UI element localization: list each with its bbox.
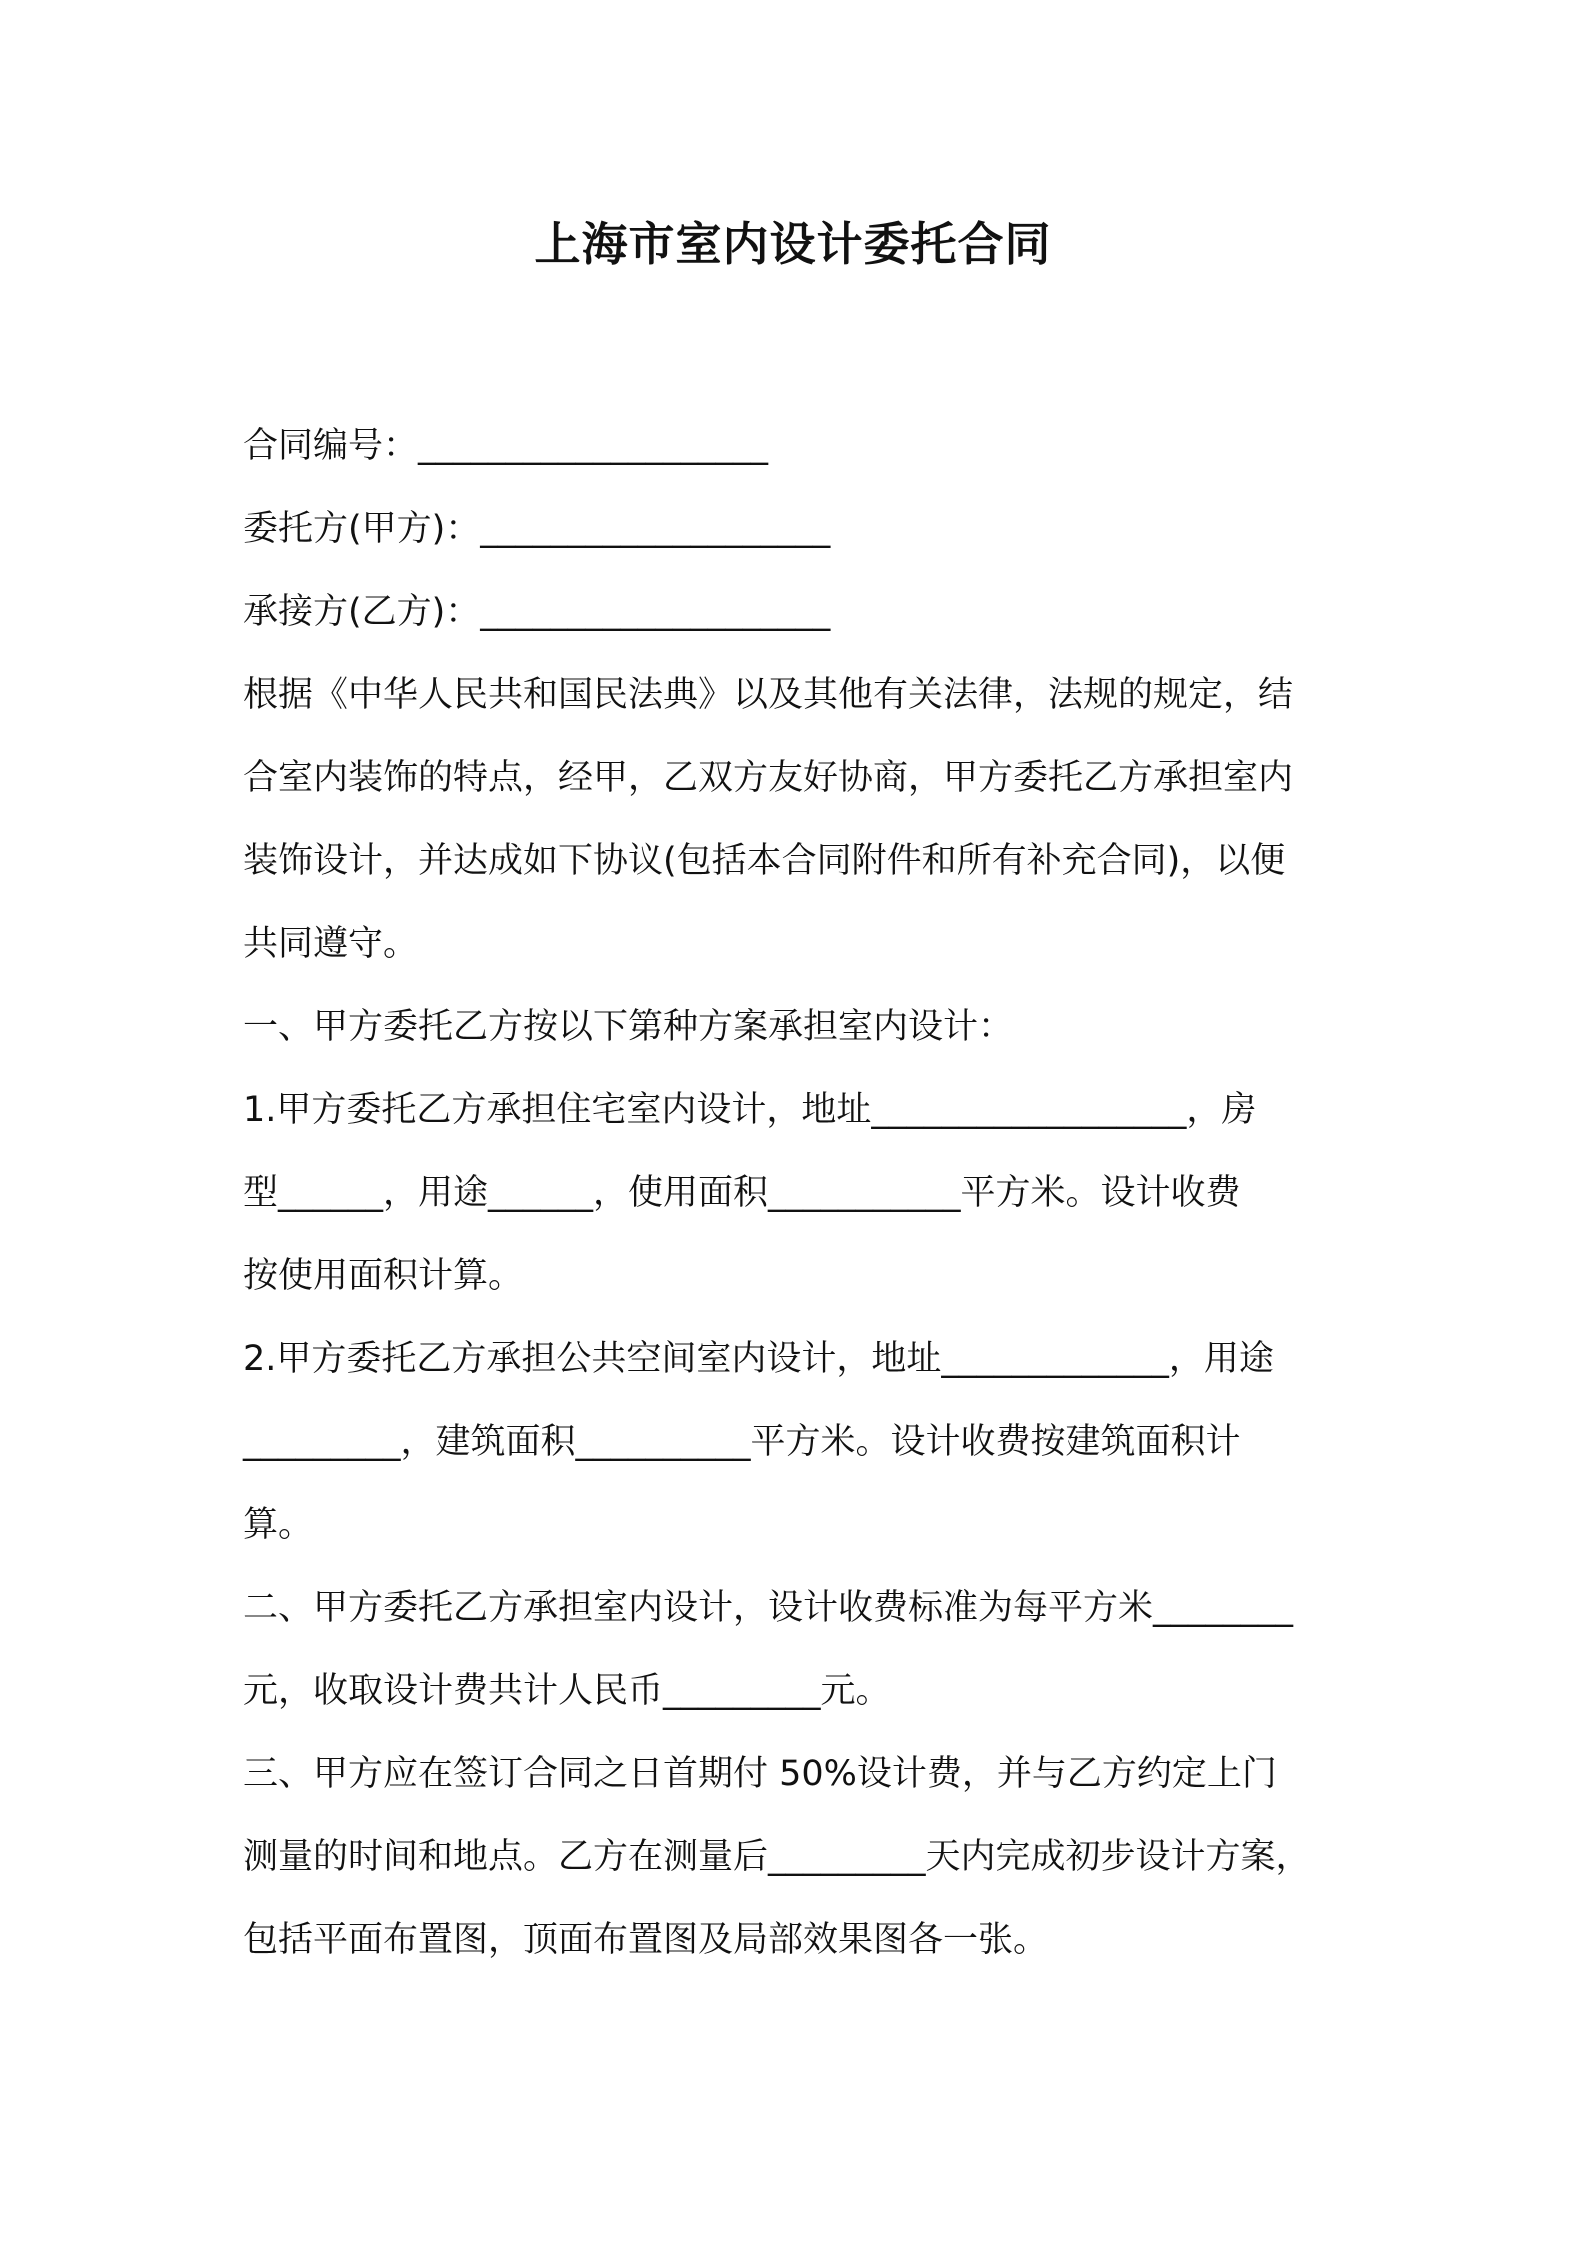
party-a-line: 委托方(甲方)：____________________ <box>243 509 831 549</box>
section-three-line: 三、甲方应在签订合同之日首期付 50%设计费，并与乙方约定上门 <box>243 1754 1277 1794</box>
clause-2-line: 算。 <box>243 1505 314 1545</box>
section-one-heading: 一、甲方委托乙方按以下第种方案承担室内设计： <box>243 1007 1014 1047</box>
preamble-line: 合室内装饰的特点，经甲，乙双方友好协商，甲方委托乙方承担室内 <box>243 758 1294 798</box>
document-body <box>243 405 1363 1982</box>
section-three-line: 包括平面布置图，顶面布置图及局部效果图各一张。 <box>243 1920 1049 1960</box>
document-title: 上海市室内设计委托合同 <box>534 217 1052 271</box>
clause-1-line: 型______，用途______，使用面积___________平方米。设计收费 <box>243 1173 1241 1213</box>
clause-1-line: 1.甲方委托乙方承担住宅室内设计，地址__________________，房 <box>243 1090 1257 1130</box>
preamble-line: 装饰设计，并达成如下协议(包括本合同附件和所有补充合同)，以便 <box>243 841 1286 881</box>
party-b-line: 承接方(乙方)：____________________ <box>243 592 831 632</box>
section-two-line: 元，收取设计费共计人民币_________元。 <box>243 1671 891 1711</box>
section-two-line: 二、甲方委托乙方承担室内设计，设计收费标准为每平方米________ <box>243 1588 1294 1628</box>
preamble-line: 根据《中华人民共和国民法典》以及其他有关法律，法规的规定，结 <box>243 675 1294 715</box>
section-three-line: 测量的时间和地点。乙方在测量后_________天内完成初步设计方案， <box>243 1837 1311 1877</box>
preamble-line: 共同遵守。 <box>243 924 419 964</box>
contract-number-line: 合同编号：____________________ <box>243 426 769 466</box>
clause-1-line: 按使用面积计算。 <box>243 1256 524 1296</box>
clause-2-line: 2.甲方委托乙方承担公共空间室内设计，地址_____________，用途 <box>243 1339 1274 1379</box>
clause-2-line: _________，建筑面积__________平方米。设计收费按建筑面积计 <box>243 1422 1241 1462</box>
